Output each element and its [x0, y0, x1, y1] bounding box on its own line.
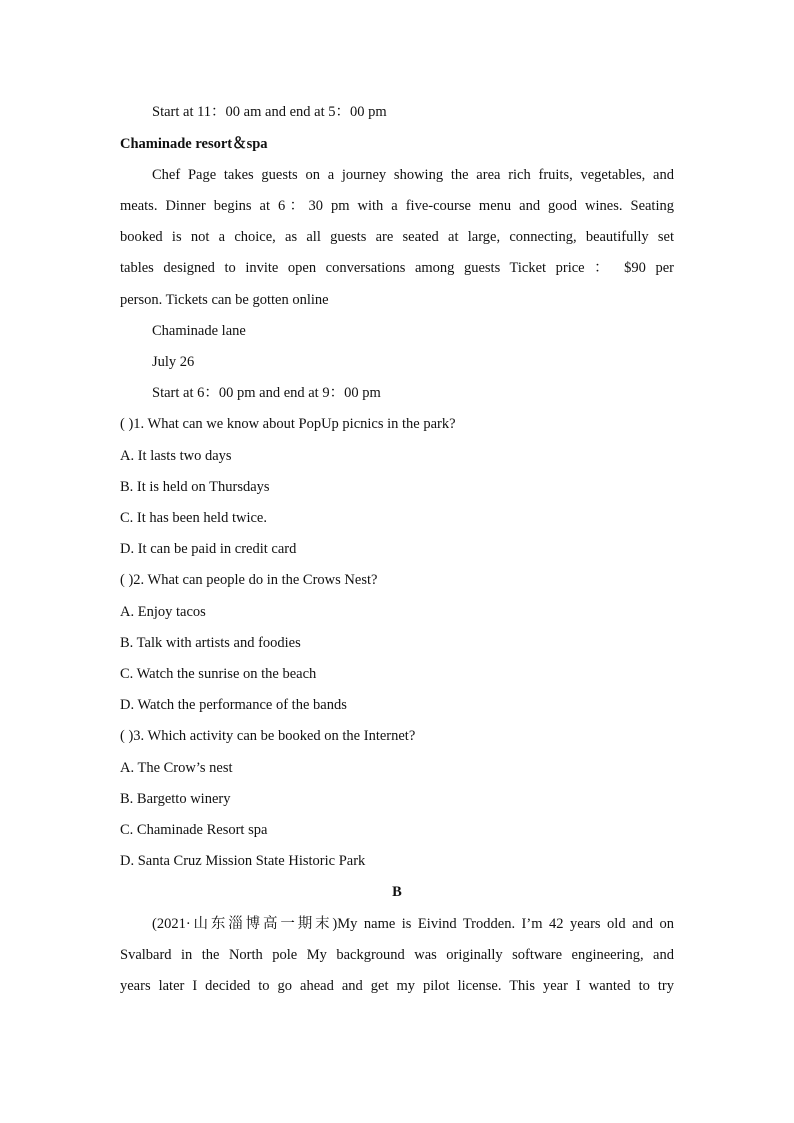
- option: A. It lasts two days: [120, 448, 232, 464]
- option: D. Watch the performance of the bands: [120, 697, 347, 713]
- option: B. Bargetto winery: [120, 791, 231, 807]
- option: D. It can be paid in credit card: [120, 541, 297, 557]
- paragraph-line: Svalbard in the North pole My background was originally software engineering, and: [120, 947, 674, 963]
- option: B. It is held on Thursdays: [120, 479, 270, 495]
- paragraph-line: person. Tickets can be gotten online: [120, 292, 329, 308]
- event-location: Chaminade lane: [152, 323, 246, 339]
- paragraph-line: meats. Dinner begins at 6：30 pm with a five-course menu and good wines. Seating: [120, 198, 674, 214]
- question-1: ( )1. What can we know about PopUp picnics in the park?: [120, 416, 456, 432]
- option: B. Talk with artists and foodies: [120, 635, 301, 651]
- option: C. Watch the sunrise on the beach: [120, 666, 317, 682]
- event-time: Start at 6：00 pm and end at 9：00 pm: [152, 385, 381, 401]
- schedule-time-line: Start at 11：00 am and end at 5：00 pm: [152, 104, 387, 120]
- section-heading: Chaminade resort＆spa: [120, 136, 268, 152]
- option: C. Chaminade Resort spa: [120, 822, 268, 838]
- event-date: July 26: [152, 354, 195, 370]
- option: A. Enjoy tacos: [120, 604, 206, 620]
- paragraph-line: (2021·山东淄博高一期末)My name is Eivind Trodden. I’m 42 years old and on: [152, 916, 674, 932]
- paragraph-line: Chef Page takes guests on a journey showing the area rich fruits, vegetables, and: [152, 167, 674, 183]
- option: C. It has been held twice.: [120, 510, 267, 526]
- paragraph-line: years later I decided to go ahead and get my pilot license. This year I wanted to try: [120, 978, 674, 994]
- option: D. Santa Cruz Mission State Historic Park: [120, 853, 366, 869]
- option: A. The Crow’s nest: [120, 760, 233, 776]
- section-letter: B: [392, 884, 402, 900]
- paragraph-line: tables designed to invite open conversations among guests Ticket price ： $90 per: [120, 260, 674, 276]
- question-3: ( )3. Which activity can be booked on the Internet?: [120, 728, 416, 744]
- paragraph-line: booked is not a choice, as all guests are seated at large, connecting, beautifully set: [120, 229, 674, 245]
- question-2: ( )2. What can people do in the Crows Nest?: [120, 572, 378, 588]
